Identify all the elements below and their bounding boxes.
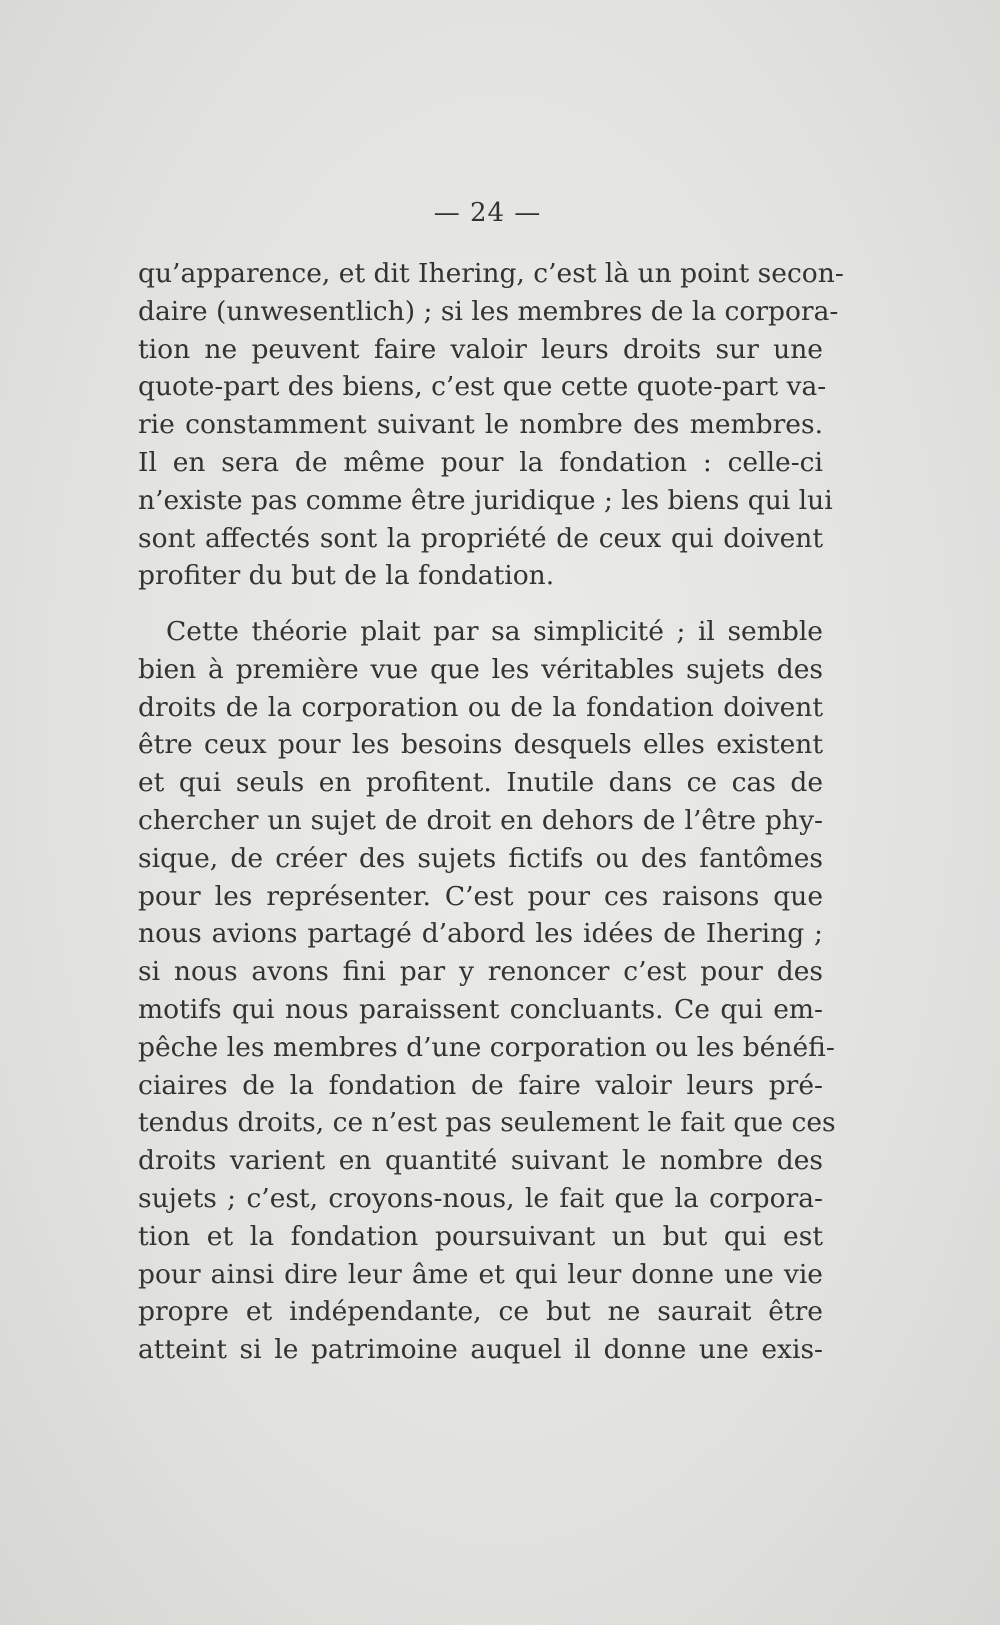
page-number: — 24 — xyxy=(433,198,542,228)
text-line: et qui seuls en profitent. Inutile dans ce cas de xyxy=(138,767,823,799)
text-line: tendus droits, ce n’est pas seulement le fait que ces xyxy=(138,1107,836,1139)
text-line: sique, de créer des sujets fictifs ou des fantômes xyxy=(138,842,823,874)
text-line: Il en sera de même pour la fondation : celle-ci xyxy=(138,446,823,478)
text-line: tion et la fondation poursuivant un but qui est xyxy=(138,1220,823,1252)
text-line: si nous avons fini par y renoncer c’est pour des xyxy=(138,956,823,988)
text-line: daire (unwesentlich) ; si les membres de la corpora- xyxy=(138,295,839,327)
text-line: atteint si le patrimoine auquel il donne une exis- xyxy=(138,1334,823,1366)
text-line: nous avions partagé d’abord les idées de Ihering ; xyxy=(138,918,823,950)
text-line: droits de la corporation ou de la fondation doivent xyxy=(138,691,823,723)
text-line: pour les représenter. C’est pour ces raisons que xyxy=(138,880,823,912)
text-line: quote-part des biens, c’est que cette quote-part va- xyxy=(138,371,827,403)
text-line: bien à première vue que les véritables sujets des xyxy=(138,653,823,685)
text-line: Cette théorie plait par sa simplicité ; il semble xyxy=(166,616,823,647)
paragraph-1 xyxy=(138,255,844,595)
text-line: pour ainsi dire leur âme et qui leur donne une vie xyxy=(138,1258,823,1290)
text-line: n’existe pas comme être juridique ; les biens qui lui xyxy=(138,484,833,516)
text-line: sujets ; c’est, croyons-nous, le fait que la corpora- xyxy=(138,1182,823,1214)
text-line: sont affectés sont la propriété de ceux qui doivent xyxy=(138,522,823,554)
text-line: qu’apparence, et dit Ihering, c’est là un point secon- xyxy=(138,258,844,289)
text-line: propre et indépendante, ce but ne saurait être xyxy=(138,1296,823,1328)
text-line: chercher un sujet de droit en dehors de l’être phy- xyxy=(138,804,823,836)
text-line: profiter du but de la fondation. xyxy=(138,560,555,592)
text-line: être ceux pour les besoins desquels elles existent xyxy=(138,729,823,761)
text-line: tion ne peuvent faire valoir leurs droits sur une xyxy=(138,333,823,365)
text-line: droits varient en quantité suivant le nombre des xyxy=(138,1145,823,1177)
text-line: pêche les membres d’une corporation ou les bénéfi- xyxy=(138,1031,835,1063)
text-line: ciaires de la fondation de faire valoir leurs pré- xyxy=(138,1069,823,1101)
text-line: motifs qui nous paraissent concluants. Ce qui em- xyxy=(138,993,823,1025)
text-line: rie constamment suivant le nombre des membres. xyxy=(138,409,823,441)
paragraph-2 xyxy=(138,613,836,1369)
